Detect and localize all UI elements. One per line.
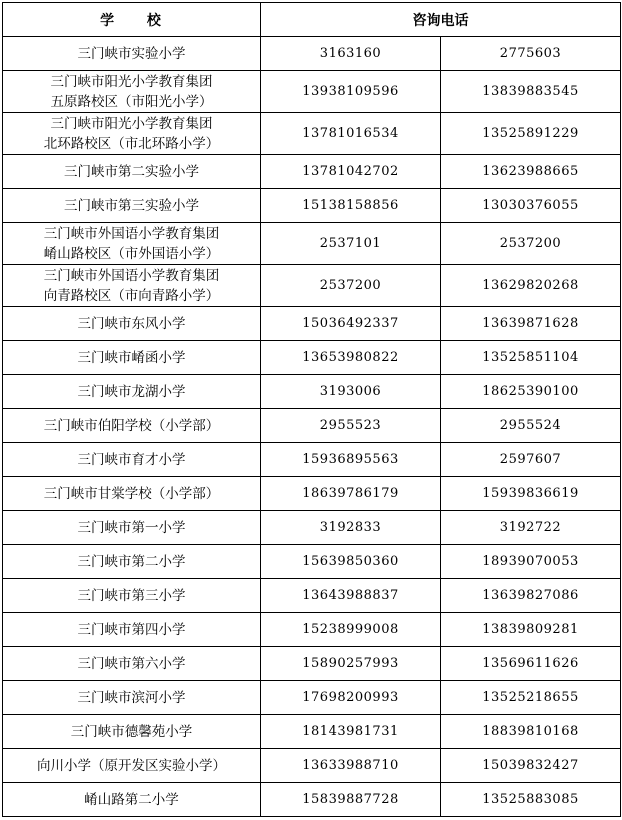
phone-number-2: 13629820268 (441, 265, 621, 307)
school-name: 崤山路校区（市外国语小学） (43, 245, 220, 262)
school-name-cell (3, 71, 261, 113)
phone-number-1: 13781042702 (261, 155, 441, 189)
school-name: 向青路校区（市向青路小学） (43, 287, 220, 304)
phone-number-1: 18639786179 (261, 477, 441, 511)
phone-number-1: 15639850360 (261, 545, 441, 579)
phone-number-2: 3192722 (441, 511, 621, 545)
phone-number-2: 2537200 (441, 223, 621, 265)
phone-number-2: 13839883545 (441, 71, 621, 113)
school-name: 三门峡市第二实验小学 (64, 163, 199, 180)
table-row (3, 155, 621, 189)
school-name: 三门峡市第六小学 (77, 655, 186, 672)
phone-number-2: 13639827086 (441, 579, 621, 613)
school-name: 五原路校区（市阳光小学） (50, 93, 213, 110)
school-name: 三门峡市德馨苑小学 (70, 723, 193, 740)
school-name-cell (3, 647, 261, 681)
school-name-cell (3, 715, 261, 749)
phone-number-1: 3192833 (261, 511, 441, 545)
school-name-cell (3, 189, 261, 223)
school-name: 三门峡市实验小学 (77, 45, 186, 62)
header-row (3, 3, 621, 37)
school-name: 三门峡市外国语小学教育集团 (43, 267, 220, 284)
phone-number-1: 17698200993 (261, 681, 441, 715)
school-name-cell (3, 409, 261, 443)
phone-number-1: 15238999008 (261, 613, 441, 647)
table-row (3, 511, 621, 545)
school-name: 三门峡市龙湖小学 (77, 383, 186, 400)
phone-number-2: 13623988665 (441, 155, 621, 189)
phone-number-2: 13525891229 (441, 113, 621, 155)
table-row (3, 341, 621, 375)
school-name: 北环路校区（市北环路小学） (43, 135, 220, 152)
table-row (3, 113, 621, 155)
phone-number-1: 13643988837 (261, 579, 441, 613)
phone-number-1: 15936895563 (261, 443, 441, 477)
table-row (3, 189, 621, 223)
school-name-cell (3, 749, 261, 783)
table-row (3, 579, 621, 613)
phone-number-1: 15839887728 (261, 783, 441, 817)
school-phone-table (2, 2, 621, 817)
school-name: 三门峡市东风小学 (77, 315, 186, 332)
phone-number-1: 3163160 (261, 37, 441, 71)
phone-number-1: 13938109596 (261, 71, 441, 113)
school-name-cell (3, 307, 261, 341)
school-name-cell (3, 265, 261, 307)
school-name: 三门峡市第二小学 (77, 553, 186, 570)
school-name: 三门峡市滨河小学 (77, 689, 186, 706)
school-name-cell (3, 375, 261, 409)
table-row (3, 613, 621, 647)
phone-number-1: 13781016534 (261, 113, 441, 155)
phone-number-1: 13653980822 (261, 341, 441, 375)
table-body (3, 37, 621, 817)
school-name: 三门峡市伯阳学校（小学部） (43, 417, 220, 434)
school-name: 三门峡市甘棠学校（小学部） (43, 485, 220, 502)
school-name: 三门峡市第三小学 (77, 587, 186, 604)
school-name-cell (3, 511, 261, 545)
school-name-cell (3, 613, 261, 647)
table-row (3, 37, 621, 71)
phone-number-2: 13639871628 (441, 307, 621, 341)
school-name: 三门峡市外国语小学教育集团 (43, 225, 220, 242)
phone-number-2: 2955524 (441, 409, 621, 443)
school-name-cell (3, 783, 261, 817)
school-name: 崤山路第二小学 (84, 791, 179, 808)
school-name: 三门峡市育才小学 (77, 451, 186, 468)
phone-number-2: 18625390100 (441, 375, 621, 409)
table-row (3, 409, 621, 443)
school-name-cell (3, 681, 261, 715)
table-row (3, 71, 621, 113)
phone-number-2: 13030376055 (441, 189, 621, 223)
table-row (3, 749, 621, 783)
table-row (3, 443, 621, 477)
phone-number-1: 18143981731 (261, 715, 441, 749)
table-row (3, 477, 621, 511)
phone-number-2: 13839809281 (441, 613, 621, 647)
header-school: 学 校 (3, 3, 261, 37)
phone-number-1: 15036492337 (261, 307, 441, 341)
table-row (3, 307, 621, 341)
school-name-cell (3, 341, 261, 375)
phone-number-2: 2775603 (441, 37, 621, 71)
school-name: 三门峡市崤函小学 (77, 349, 186, 366)
school-name: 三门峡市第四小学 (77, 621, 186, 638)
school-name: 三门峡市阳光小学教育集团 (50, 115, 213, 132)
phone-number-2: 15939836619 (441, 477, 621, 511)
table-row (3, 375, 621, 409)
school-name-cell (3, 113, 261, 155)
phone-number-2: 15039832427 (441, 749, 621, 783)
table-row (3, 265, 621, 307)
phone-number-2: 13525883085 (441, 783, 621, 817)
phone-number-1: 2537200 (261, 265, 441, 307)
phone-number-2: 13525851104 (441, 341, 621, 375)
table-row (3, 223, 621, 265)
school-name-cell (3, 223, 261, 265)
phone-number-2: 2597607 (441, 443, 621, 477)
table-row (3, 715, 621, 749)
phone-number-2: 18839810168 (441, 715, 621, 749)
school-name-cell (3, 37, 261, 71)
school-name-cell (3, 545, 261, 579)
school-name: 三门峡市第一小学 (77, 519, 186, 536)
school-name-cell (3, 443, 261, 477)
school-name: 向川小学（原开发区实验小学） (37, 757, 226, 774)
school-name-cell (3, 579, 261, 613)
phone-number-1: 15138158856 (261, 189, 441, 223)
phone-number-1: 13633988710 (261, 749, 441, 783)
school-name-cell (3, 155, 261, 189)
phone-number-1: 15890257993 (261, 647, 441, 681)
phone-number-2: 13569611626 (441, 647, 621, 681)
phone-number-1: 2537101 (261, 223, 441, 265)
phone-number-2: 18939070053 (441, 545, 621, 579)
phone-number-2: 13525218655 (441, 681, 621, 715)
table-row (3, 783, 621, 817)
phone-number-1: 2955523 (261, 409, 441, 443)
phone-number-1: 3193006 (261, 375, 441, 409)
table-row (3, 681, 621, 715)
header-phone: 咨询电话 (261, 3, 621, 37)
table-row (3, 647, 621, 681)
school-name: 三门峡市第三实验小学 (64, 197, 199, 214)
table-row (3, 545, 621, 579)
school-name: 三门峡市阳光小学教育集团 (50, 73, 213, 90)
school-name-cell (3, 477, 261, 511)
